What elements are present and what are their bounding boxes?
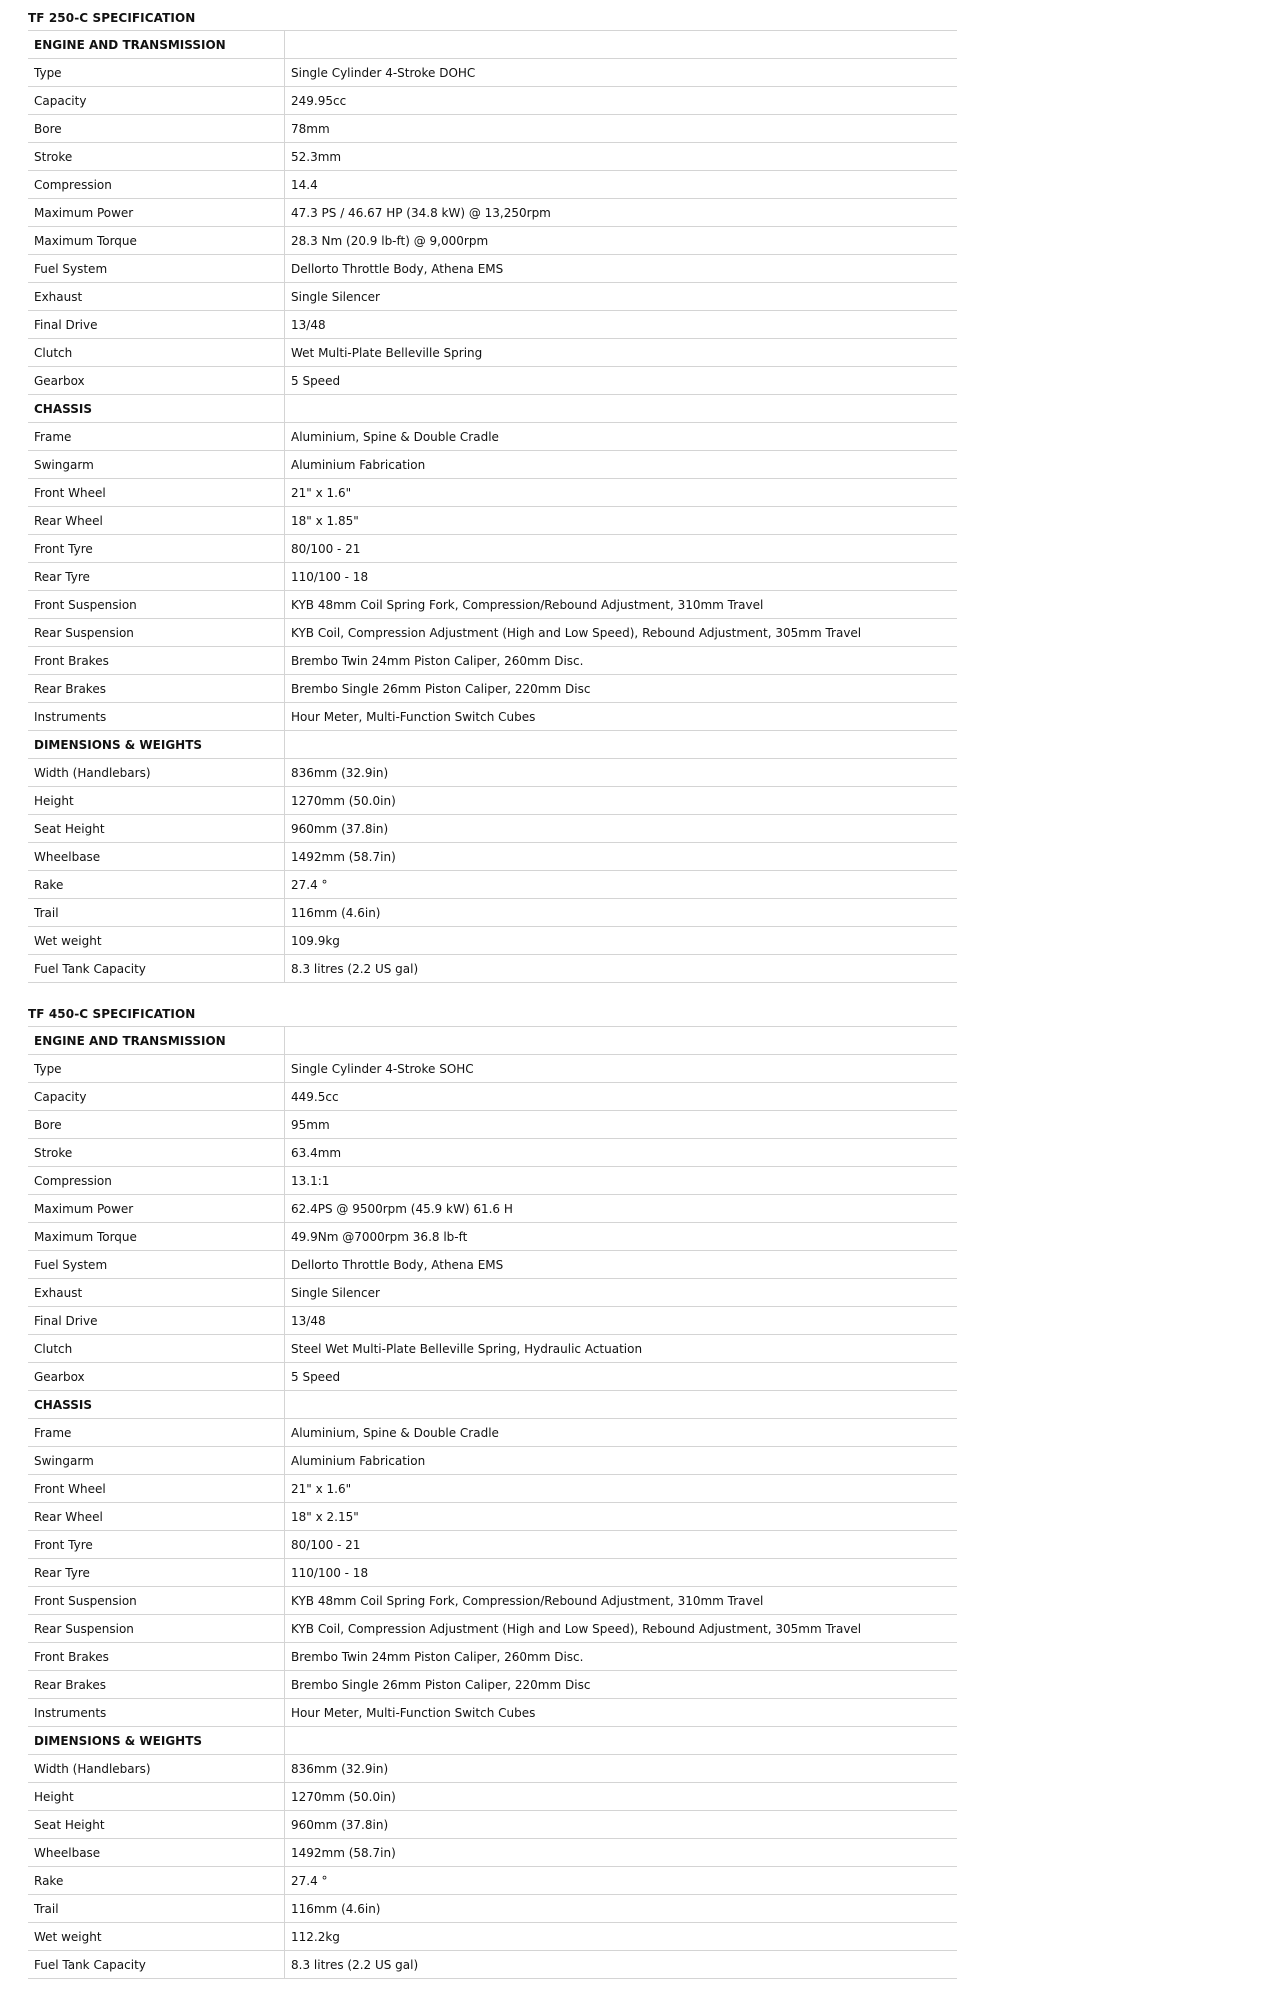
section-header-row bbox=[28, 31, 957, 59]
spec-row bbox=[28, 423, 957, 451]
spec-value: 13.1:1 bbox=[285, 1167, 958, 1195]
spec-value: 18" x 1.85" bbox=[285, 507, 958, 535]
spec-row bbox=[28, 283, 957, 311]
spec-value bbox=[285, 1727, 958, 1755]
spec-value: Single Silencer bbox=[285, 1279, 958, 1307]
spec-block-tf-450-c bbox=[28, 1003, 957, 1979]
spec-value: 836mm (32.9in) bbox=[285, 1755, 958, 1783]
spec-value: 8.3 litres (2.2 US gal) bbox=[285, 955, 958, 983]
spec-label: Rear Brakes bbox=[28, 1671, 285, 1699]
spec-row bbox=[28, 1755, 957, 1783]
spec-row bbox=[28, 1447, 957, 1475]
spec-label: Front Suspension bbox=[28, 1587, 285, 1615]
spec-value: 63.4mm bbox=[285, 1139, 958, 1167]
section-heading: DIMENSIONS & WEIGHTS bbox=[28, 1727, 285, 1755]
spec-row bbox=[28, 871, 957, 899]
spec-row bbox=[28, 87, 957, 115]
spec-label: Maximum Torque bbox=[28, 227, 285, 255]
section-header-row bbox=[28, 1727, 957, 1755]
spec-row bbox=[28, 535, 957, 563]
spec-value: Brembo Single 26mm Piston Caliper, 220mm Disc bbox=[285, 675, 958, 703]
spec-value: KYB 48mm Coil Spring Fork, Compression/Rebound Adjustment, 310mm Travel bbox=[285, 1587, 958, 1615]
spec-label: Trail bbox=[28, 899, 285, 927]
spec-label: Swingarm bbox=[28, 1447, 285, 1475]
spec-label: Height bbox=[28, 787, 285, 815]
spec-label: Instruments bbox=[28, 1699, 285, 1727]
spec-label: Trail bbox=[28, 1895, 285, 1923]
spec-value: 110/100 - 18 bbox=[285, 563, 958, 591]
spec-value: 5 Speed bbox=[285, 1363, 958, 1391]
spec-label: Bore bbox=[28, 115, 285, 143]
spec-row bbox=[28, 1251, 957, 1279]
spec-row bbox=[28, 1083, 957, 1111]
spec-value: 1492mm (58.7in) bbox=[285, 1839, 958, 1867]
spec-value: 80/100 - 21 bbox=[285, 535, 958, 563]
spec-label: Rake bbox=[28, 1867, 285, 1895]
spec-label: Rear Brakes bbox=[28, 675, 285, 703]
spec-value bbox=[285, 31, 958, 59]
spec-label: Seat Height bbox=[28, 815, 285, 843]
spec-value: Dellorto Throttle Body, Athena EMS bbox=[285, 1251, 958, 1279]
spec-row bbox=[28, 171, 957, 199]
spec-value: 62.4PS @ 9500rpm (45.9 kW) 61.6 H bbox=[285, 1195, 958, 1223]
spec-value: Aluminium Fabrication bbox=[285, 451, 958, 479]
spec-value: 47.3 PS / 46.67 HP (34.8 kW) @ 13,250rpm bbox=[285, 199, 958, 227]
spec-table bbox=[28, 30, 957, 983]
spec-label: Stroke bbox=[28, 1139, 285, 1167]
spec-value: KYB 48mm Coil Spring Fork, Compression/Rebound Adjustment, 310mm Travel bbox=[285, 591, 958, 619]
spec-label: Seat Height bbox=[28, 1811, 285, 1839]
spec-value: Wet Multi-Plate Belleville Spring bbox=[285, 339, 958, 367]
spec-label: Front Brakes bbox=[28, 647, 285, 675]
spec-row bbox=[28, 675, 957, 703]
spec-row bbox=[28, 619, 957, 647]
spec-row bbox=[28, 1587, 957, 1615]
spec-label: Rear Tyre bbox=[28, 563, 285, 591]
spec-value: 110/100 - 18 bbox=[285, 1559, 958, 1587]
spec-value: 1270mm (50.0in) bbox=[285, 787, 958, 815]
section-header-row bbox=[28, 1391, 957, 1419]
spec-value: Single Cylinder 4-Stroke SOHC bbox=[285, 1055, 958, 1083]
spec-value: 28.3 Nm (20.9 lb-ft) @ 9,000rpm bbox=[285, 227, 958, 255]
section-heading: ENGINE AND TRANSMISSION bbox=[28, 1027, 285, 1055]
spec-row bbox=[28, 479, 957, 507]
spec-label: Type bbox=[28, 1055, 285, 1083]
spec-label: Capacity bbox=[28, 87, 285, 115]
spec-row bbox=[28, 1643, 957, 1671]
spec-label: Width (Handlebars) bbox=[28, 759, 285, 787]
spec-row bbox=[28, 1531, 957, 1559]
spec-row bbox=[28, 115, 957, 143]
spec-value: Brembo Twin 24mm Piston Caliper, 260mm Disc. bbox=[285, 647, 958, 675]
spec-value: 27.4 ° bbox=[285, 1867, 958, 1895]
spec-row bbox=[28, 227, 957, 255]
spec-row bbox=[28, 1923, 957, 1951]
spec-value: 960mm (37.8in) bbox=[285, 815, 958, 843]
spec-row bbox=[28, 255, 957, 283]
spec-value: 27.4 ° bbox=[285, 871, 958, 899]
spec-value: 80/100 - 21 bbox=[285, 1531, 958, 1559]
spec-row bbox=[28, 1895, 957, 1923]
spec-row bbox=[28, 339, 957, 367]
spec-value: 5 Speed bbox=[285, 367, 958, 395]
spec-value: 14.4 bbox=[285, 171, 958, 199]
spec-row bbox=[28, 591, 957, 619]
spec-value: Hour Meter, Multi-Function Switch Cubes bbox=[285, 703, 958, 731]
spec-table bbox=[28, 1026, 957, 1979]
spec-row bbox=[28, 899, 957, 927]
spec-row bbox=[28, 787, 957, 815]
spec-value: Aluminium, Spine & Double Cradle bbox=[285, 423, 958, 451]
spec-label: Maximum Torque bbox=[28, 1223, 285, 1251]
spec-value: 21" x 1.6" bbox=[285, 1475, 958, 1503]
spec-label: Rear Suspension bbox=[28, 619, 285, 647]
spec-value: 1270mm (50.0in) bbox=[285, 1783, 958, 1811]
spec-row bbox=[28, 759, 957, 787]
spec-label: Final Drive bbox=[28, 311, 285, 339]
spec-value bbox=[285, 1391, 958, 1419]
spec-row bbox=[28, 843, 957, 871]
spec-row bbox=[28, 1867, 957, 1895]
spec-row bbox=[28, 1111, 957, 1139]
spec-label: Rear Wheel bbox=[28, 507, 285, 535]
spec-label: Fuel Tank Capacity bbox=[28, 1951, 285, 1979]
spec-label: Front Brakes bbox=[28, 1643, 285, 1671]
spec-row bbox=[28, 1951, 957, 1979]
spec-value: 95mm bbox=[285, 1111, 958, 1139]
spec-value: Dellorto Throttle Body, Athena EMS bbox=[285, 255, 958, 283]
spec-value: 49.9Nm @7000rpm 36.8 lb-ft bbox=[285, 1223, 958, 1251]
spec-label: Fuel System bbox=[28, 1251, 285, 1279]
spec-value bbox=[285, 731, 958, 759]
spec-value: Single Silencer bbox=[285, 283, 958, 311]
spec-title: TF 250-C SPECIFICATION bbox=[28, 11, 196, 25]
spec-row bbox=[28, 563, 957, 591]
spec-value: 13/48 bbox=[285, 1307, 958, 1335]
section-heading: ENGINE AND TRANSMISSION bbox=[28, 31, 285, 59]
spec-value: Aluminium, Spine & Double Cradle bbox=[285, 1419, 958, 1447]
spec-label: Front Tyre bbox=[28, 535, 285, 563]
spec-row bbox=[28, 199, 957, 227]
section-header-row bbox=[28, 731, 957, 759]
spec-row bbox=[28, 1363, 957, 1391]
spec-label: Front Wheel bbox=[28, 479, 285, 507]
spec-value: 109.9kg bbox=[285, 927, 958, 955]
spec-label: Height bbox=[28, 1783, 285, 1811]
spec-row bbox=[28, 1559, 957, 1587]
spec-label: Gearbox bbox=[28, 1363, 285, 1391]
spec-row bbox=[28, 1503, 957, 1531]
spec-label: Swingarm bbox=[28, 451, 285, 479]
spec-label: Gearbox bbox=[28, 367, 285, 395]
spec-value: Brembo Single 26mm Piston Caliper, 220mm Disc bbox=[285, 1671, 958, 1699]
spec-row bbox=[28, 703, 957, 731]
spec-value: 78mm bbox=[285, 115, 958, 143]
spec-row bbox=[28, 1671, 957, 1699]
spec-block-tf-250-c bbox=[28, 7, 957, 983]
spec-label: Wheelbase bbox=[28, 843, 285, 871]
spec-row bbox=[28, 1139, 957, 1167]
spec-label: Instruments bbox=[28, 703, 285, 731]
section-header-row bbox=[28, 395, 957, 423]
spec-value: 116mm (4.6in) bbox=[285, 1895, 958, 1923]
section-header-row bbox=[28, 1027, 957, 1055]
spec-label: Maximum Power bbox=[28, 1195, 285, 1223]
spec-title: TF 450-C SPECIFICATION bbox=[28, 1007, 196, 1021]
spec-label: Compression bbox=[28, 171, 285, 199]
spec-row bbox=[28, 451, 957, 479]
spec-label: Front Suspension bbox=[28, 591, 285, 619]
spec-value: 18" x 2.15" bbox=[285, 1503, 958, 1531]
spec-row bbox=[28, 1615, 957, 1643]
spec-value: 52.3mm bbox=[285, 143, 958, 171]
spec-row bbox=[28, 143, 957, 171]
spec-label: Stroke bbox=[28, 143, 285, 171]
spec-value: 836mm (32.9in) bbox=[285, 759, 958, 787]
spec-value bbox=[285, 1027, 958, 1055]
spec-label: Wheelbase bbox=[28, 1839, 285, 1867]
spec-value: KYB Coil, Compression Adjustment (High and Low Speed), Rebound Adjustment, 305mm Travel bbox=[285, 619, 958, 647]
spec-row bbox=[28, 1335, 957, 1363]
spec-label: Wet weight bbox=[28, 927, 285, 955]
section-heading: DIMENSIONS & WEIGHTS bbox=[28, 731, 285, 759]
spec-value: 21" x 1.6" bbox=[285, 479, 958, 507]
spec-value: 13/48 bbox=[285, 311, 958, 339]
spec-row bbox=[28, 1307, 957, 1335]
spec-value: Brembo Twin 24mm Piston Caliper, 260mm Disc. bbox=[285, 1643, 958, 1671]
spec-label: Final Drive bbox=[28, 1307, 285, 1335]
spec-label: Clutch bbox=[28, 339, 285, 367]
spec-row bbox=[28, 647, 957, 675]
spec-value: Aluminium Fabrication bbox=[285, 1447, 958, 1475]
spec-row bbox=[28, 927, 957, 955]
section-heading: CHASSIS bbox=[28, 395, 285, 423]
spec-label: Frame bbox=[28, 1419, 285, 1447]
spec-label: Rear Wheel bbox=[28, 1503, 285, 1531]
spec-value: 449.5cc bbox=[285, 1083, 958, 1111]
spec-label: Maximum Power bbox=[28, 199, 285, 227]
spec-label: Frame bbox=[28, 423, 285, 451]
spec-row bbox=[28, 311, 957, 339]
spec-row bbox=[28, 507, 957, 535]
spec-value: KYB Coil, Compression Adjustment (High and Low Speed), Rebound Adjustment, 305mm Travel bbox=[285, 1615, 958, 1643]
spec-value: 116mm (4.6in) bbox=[285, 899, 958, 927]
spec-label: Type bbox=[28, 59, 285, 87]
spec-label: Exhaust bbox=[28, 1279, 285, 1307]
spec-row bbox=[28, 1167, 957, 1195]
spec-row bbox=[28, 1839, 957, 1867]
spec-value: Single Cylinder 4-Stroke DOHC bbox=[285, 59, 958, 87]
spec-label: Exhaust bbox=[28, 283, 285, 311]
spec-row bbox=[28, 59, 957, 87]
spec-row bbox=[28, 1195, 957, 1223]
spec-row bbox=[28, 1055, 957, 1083]
spec-row bbox=[28, 815, 957, 843]
spec-row bbox=[28, 955, 957, 983]
spec-value: 249.95cc bbox=[285, 87, 958, 115]
spec-value: Hour Meter, Multi-Function Switch Cubes bbox=[285, 1699, 958, 1727]
spec-value: 1492mm (58.7in) bbox=[285, 843, 958, 871]
spec-row bbox=[28, 1223, 957, 1251]
spec-row bbox=[28, 1475, 957, 1503]
spec-row bbox=[28, 367, 957, 395]
spec-row bbox=[28, 1419, 957, 1447]
spec-label: Rear Tyre bbox=[28, 1559, 285, 1587]
spec-label: Capacity bbox=[28, 1083, 285, 1111]
spec-row bbox=[28, 1783, 957, 1811]
spec-label: Rake bbox=[28, 871, 285, 899]
spec-row bbox=[28, 1279, 957, 1307]
spec-label: Fuel System bbox=[28, 255, 285, 283]
spec-label: Front Tyre bbox=[28, 1531, 285, 1559]
spec-label: Fuel Tank Capacity bbox=[28, 955, 285, 983]
spec-label: Clutch bbox=[28, 1335, 285, 1363]
spec-row bbox=[28, 1811, 957, 1839]
spec-value: 960mm (37.8in) bbox=[285, 1811, 958, 1839]
spec-label: Wet weight bbox=[28, 1923, 285, 1951]
section-heading: CHASSIS bbox=[28, 1391, 285, 1419]
spec-value: 8.3 litres (2.2 US gal) bbox=[285, 1951, 958, 1979]
spec-value: 112.2kg bbox=[285, 1923, 958, 1951]
spec-row bbox=[28, 1699, 957, 1727]
spec-label: Rear Suspension bbox=[28, 1615, 285, 1643]
spec-label: Width (Handlebars) bbox=[28, 1755, 285, 1783]
spec-value: Steel Wet Multi-Plate Belleville Spring, Hydraulic Actuation bbox=[285, 1335, 958, 1363]
spec-label: Front Wheel bbox=[28, 1475, 285, 1503]
spec-label: Compression bbox=[28, 1167, 285, 1195]
spec-value bbox=[285, 395, 958, 423]
spec-label: Bore bbox=[28, 1111, 285, 1139]
